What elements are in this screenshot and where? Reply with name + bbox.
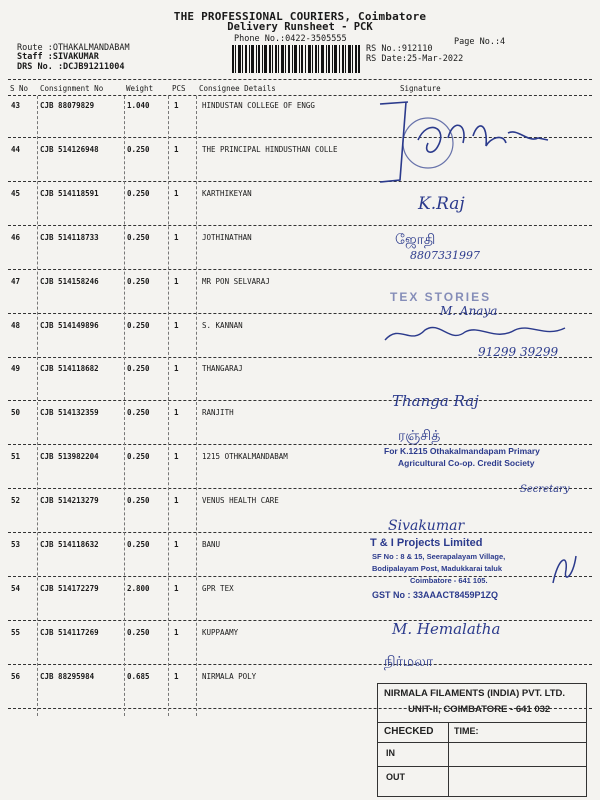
row-consignment: CJB 514118682 <box>40 364 99 373</box>
column-divider <box>37 96 38 716</box>
company-title: THE PROFESSIONAL COURIERS, Coimbatore <box>173 10 427 23</box>
barcode <box>232 45 360 73</box>
row-weight: 0.250 <box>127 540 150 549</box>
stamp-53-line2: SF No : 8 & 15, Seerapalayam Village, <box>372 552 506 561</box>
nirmala-stamp <box>377 683 587 797</box>
row-divider <box>8 313 592 314</box>
row-consignment: CJB 88295984 <box>40 672 95 681</box>
row-weight: 1.040 <box>127 101 150 110</box>
col-signature-header: Signature <box>400 84 441 93</box>
row-divider <box>8 664 592 665</box>
signature-53: Sivakumar <box>388 518 465 534</box>
row-sno: 50 <box>11 408 21 417</box>
row-consignee: KUPPAAMY <box>202 628 239 637</box>
row-consignment: CJB 88079829 <box>40 101 95 110</box>
row-consignment: CJB 514126948 <box>40 145 99 154</box>
signature-49: Thanga Raj <box>392 392 479 410</box>
row-pcs: 1 <box>174 364 179 373</box>
row-sno: 44 <box>11 145 21 154</box>
column-divider <box>168 96 169 716</box>
row-consignment: CJB 514118733 <box>40 233 99 242</box>
column-divider <box>196 96 197 716</box>
in-label: IN <box>386 748 395 758</box>
row-weight: 0.250 <box>127 233 150 242</box>
row-weight: 0.250 <box>127 364 150 373</box>
row-consignment: CJB 514117269 <box>40 628 99 637</box>
out-label: OUT <box>386 772 405 782</box>
col-consignee-header: Consignee Details <box>199 84 276 93</box>
column-divider <box>124 96 125 716</box>
stamp-51-line1: For K.1215 Othakalmandapam Primary <box>384 446 540 456</box>
row-weight: 0.250 <box>127 408 150 417</box>
row-pcs: 1 <box>174 540 179 549</box>
signature-43 <box>378 98 558 183</box>
row-divider <box>8 444 592 445</box>
stamp-53-line3: Bodipalayam Post, Madukkarai taluk <box>372 564 503 573</box>
signature-45: K.Raj <box>418 194 465 214</box>
gst-number: GST No : 33AAACT8459P1ZQ <box>372 590 499 600</box>
row-pcs: 1 <box>174 496 179 505</box>
row-consignee: VENUS HEALTH CARE <box>202 496 279 505</box>
staff: Staff :SIVAKUMAR <box>17 52 99 62</box>
row-weight: 0.250 <box>127 145 150 154</box>
col-sno-header: S No <box>10 84 29 93</box>
row-weight: 0.250 <box>127 321 150 330</box>
stamp-51-line2: Agricultural Co-op. Credit Society <box>398 458 535 468</box>
row-consignment: CJB 514158246 <box>40 277 99 286</box>
row-weight: 0.250 <box>127 277 150 286</box>
page-number: Page No.:4 <box>454 37 506 47</box>
row-consignee: GPR TEX <box>202 584 234 593</box>
col-consignment-header: Consignment No <box>40 84 104 93</box>
row-consignment: CJB 514132359 <box>40 408 99 417</box>
signature-48-number: 91299 39299 <box>478 345 559 359</box>
signature-52: Secretary <box>520 484 570 495</box>
row-pcs: 1 <box>174 628 179 637</box>
row-sno: 46 <box>11 233 21 242</box>
row-sno: 43 <box>11 101 21 110</box>
time-label: TIME: <box>454 726 479 736</box>
row-weight: 2.800 <box>127 584 150 593</box>
signature-50: ரஞ்சித் <box>398 428 441 444</box>
phone-number: Phone No.:0422-3505555 <box>234 34 347 44</box>
signature-48-scribble <box>380 318 570 348</box>
stamp-53-line1: T & I Projects Limited <box>370 537 483 549</box>
signature-54-mark <box>548 548 578 588</box>
row-divider <box>8 576 592 577</box>
row-pcs: 1 <box>174 321 179 330</box>
row-sno: 55 <box>11 628 21 637</box>
signature-55: M. Hemalatha <box>392 620 501 638</box>
rs-number: RS No.:912110 <box>366 44 433 54</box>
row-consignment: CJB 514149896 <box>40 321 99 330</box>
route: Route :OTHAKALMANDABAM <box>17 43 130 53</box>
stamp-53-line4: Coimbatore - 641 105. <box>410 576 488 585</box>
signature-46-number: 8807331997 <box>410 249 480 262</box>
row-sno: 47 <box>11 277 21 286</box>
row-consignee: THANGARAJ <box>202 364 243 373</box>
runsheet-title: Delivery Runsheet - PCK <box>227 21 373 33</box>
row-sno: 56 <box>11 672 21 681</box>
row-weight: 0.250 <box>127 628 150 637</box>
row-sno: 49 <box>11 364 21 373</box>
signature-47: M. Anaya <box>440 304 498 318</box>
row-sno: 48 <box>11 321 21 330</box>
row-sno: 54 <box>11 584 21 593</box>
row-divider <box>8 620 592 621</box>
col-pcs-header: PCS <box>172 84 186 93</box>
row-consignee: HINDUSTAN COLLEGE OF ENGG <box>202 101 315 110</box>
row-consignee: KARTHIKEYAN <box>202 189 252 198</box>
row-consignment: CJB 514118632 <box>40 540 99 549</box>
row-consignee: MR PON SELVARAJ <box>202 277 270 286</box>
row-consignment: CJB 514213279 <box>40 496 99 505</box>
rs-date: RS Date:25-Mar-2022 <box>366 54 464 64</box>
divider <box>8 79 592 80</box>
row-sno: 52 <box>11 496 21 505</box>
row-consignment: CJB 514118591 <box>40 189 99 198</box>
col-weight-header: Weight <box>126 84 154 93</box>
row-pcs: 1 <box>174 584 179 593</box>
nirmala-stamp-line1: NIRMALA FILAMENTS (INDIA) PVT. LTD. <box>384 688 566 699</box>
row-pcs: 1 <box>174 233 179 242</box>
row-consignment: CJB 513982204 <box>40 452 99 461</box>
row-divider <box>8 532 592 533</box>
stamp-47: TEX STORIES <box>390 290 492 304</box>
row-weight: 0.250 <box>127 189 150 198</box>
row-weight: 0.250 <box>127 452 150 461</box>
row-divider <box>8 225 592 226</box>
nirmala-stamp-line2: UNIT-II, COIMBATORE - 641 032 <box>408 704 551 715</box>
drs-number: DRS No. :DCJB91211004 <box>17 62 125 72</box>
row-weight: 0.250 <box>127 496 150 505</box>
signature-46: ஜோதி <box>395 232 436 248</box>
row-pcs: 1 <box>174 189 179 198</box>
row-weight: 0.685 <box>127 672 150 681</box>
row-pcs: 1 <box>174 408 179 417</box>
row-divider <box>8 488 592 489</box>
row-pcs: 1 <box>174 277 179 286</box>
row-consignee: THE PRINCIPAL HINDUSTHAN COLLE <box>202 145 338 154</box>
row-sno: 45 <box>11 189 21 198</box>
row-sno: 53 <box>11 540 21 549</box>
row-divider <box>8 269 592 270</box>
row-pcs: 1 <box>174 145 179 154</box>
row-consignee: 1215 OTHKALMANDABAM <box>202 452 288 461</box>
row-pcs: 1 <box>174 672 179 681</box>
row-consignee: RANJITH <box>202 408 234 417</box>
row-sno: 51 <box>11 452 21 461</box>
row-divider <box>8 400 592 401</box>
signature-56: நிர்மலா <box>384 654 434 670</box>
row-consignee: S. KANNAN <box>202 321 243 330</box>
checked-label: CHECKED <box>384 726 434 737</box>
row-consignee: BANU <box>202 540 221 549</box>
divider <box>8 95 592 96</box>
row-consignment: CJB 514172279 <box>40 584 99 593</box>
row-consignee: NIRMALA POLY <box>202 672 257 681</box>
row-consignee: JOTHINATHAN <box>202 233 252 242</box>
row-pcs: 1 <box>174 452 179 461</box>
row-pcs: 1 <box>174 101 179 110</box>
